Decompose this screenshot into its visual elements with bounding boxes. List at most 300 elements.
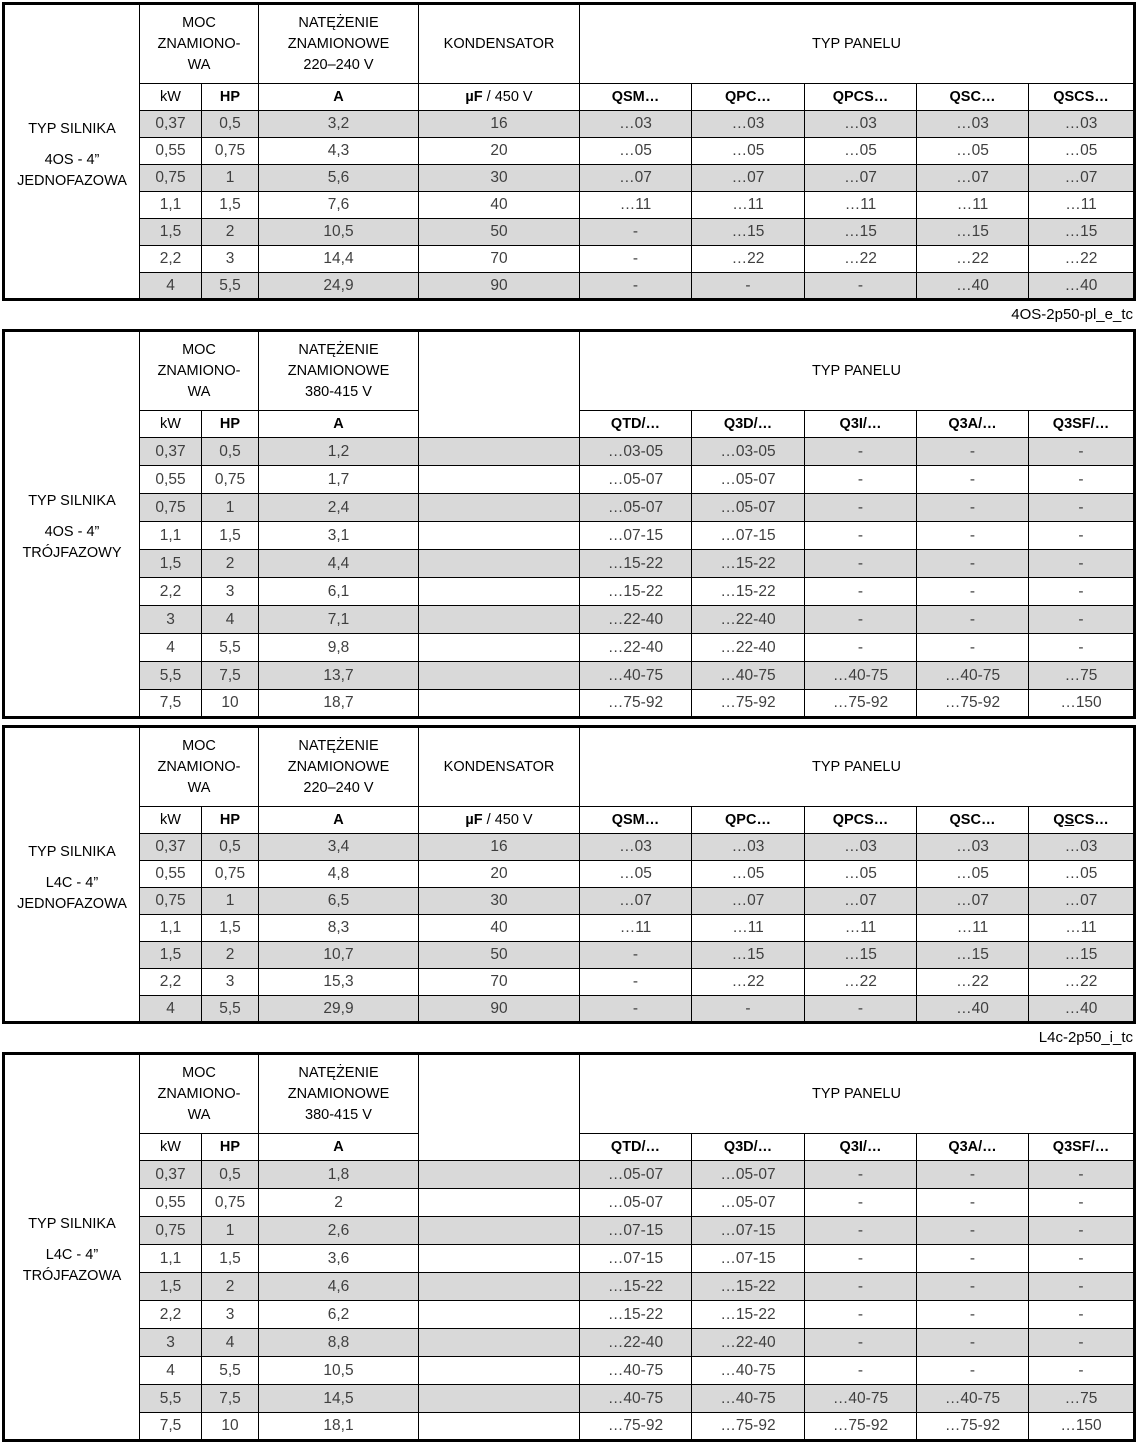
table-row (4, 662, 1135, 690)
cell-panel-1: …05-07 (692, 1161, 805, 1189)
cell-capacitor (419, 1245, 580, 1273)
cell-amp: 4,3 (259, 138, 419, 165)
rated-current-header (259, 727, 419, 807)
cell-capacitor: 70 (419, 246, 580, 273)
cell-amp: 29,9 (259, 996, 419, 1023)
panel-name-part: Q (1053, 812, 1065, 828)
cell-panel-1: …03-05 (692, 438, 805, 466)
panel-column-header-1: QPC… (692, 807, 805, 834)
motor-type-cell (4, 4, 140, 300)
table-row (4, 915, 1135, 942)
cell-panel-4: - (1029, 1357, 1135, 1385)
panel-column-header-2: Q3I/… (805, 1134, 917, 1161)
cell-hp: 4 (202, 1329, 259, 1357)
rated-power-header-line: ZNAMIONO- (157, 758, 241, 775)
panel-name-part: CS… (1074, 812, 1109, 828)
cell-capacitor: 40 (419, 192, 580, 219)
cell-panel-0: …03 (580, 111, 692, 138)
cell-kw: 1,5 (140, 942, 202, 969)
cell-panel-0: …05-07 (580, 1189, 692, 1217)
cell-panel-1: …15-22 (692, 1301, 805, 1329)
cell-panel-3: - (917, 438, 1029, 466)
cell-capacitor (419, 1161, 580, 1189)
rated-power-header-line: MOC (182, 341, 216, 358)
cell-hp: 0,75 (202, 861, 259, 888)
rated-power-header (140, 331, 259, 411)
cell-kw: 0,55 (140, 466, 202, 494)
cell-amp: 7,6 (259, 192, 419, 219)
cell-panel-0: …40-75 (580, 1357, 692, 1385)
cell-panel-0: …22-40 (580, 634, 692, 662)
cell-hp: 3 (202, 969, 259, 996)
cell-kw: 7,5 (140, 690, 202, 718)
cell-capacitor (419, 1413, 580, 1441)
cell-amp: 24,9 (259, 273, 419, 300)
cell-amp: 4,6 (259, 1273, 419, 1301)
rated-power-header-line: WA (187, 1106, 211, 1123)
cell-panel-2: - (805, 634, 917, 662)
panel-type-header: TYP PANELU (580, 727, 1135, 807)
cell-panel-3: - (917, 522, 1029, 550)
cell-panel-2: …05 (805, 138, 917, 165)
cell-capacitor (419, 690, 580, 718)
spec-table-4os-three-phase (2, 329, 1136, 719)
cell-panel-1: - (692, 996, 805, 1023)
cell-amp: 6,2 (259, 1301, 419, 1329)
cell-hp: 0,75 (202, 1189, 259, 1217)
cell-panel-1: …05-07 (692, 466, 805, 494)
cell-hp: 2 (202, 219, 259, 246)
cell-panel-3: - (917, 1273, 1029, 1301)
cell-panel-4: …150 (1029, 1413, 1135, 1441)
capacitor-header-line: KONDENSATOR (443, 35, 555, 52)
motor-phase: TRÓJFAZOWA (22, 1268, 122, 1284)
cell-hp: 1 (202, 1217, 259, 1245)
cell-amp: 10,5 (259, 1357, 419, 1385)
cell-panel-1: …15-22 (692, 550, 805, 578)
cell-panel-2: - (805, 1357, 917, 1385)
cell-panel-4: - (1029, 522, 1135, 550)
cell-hp: 7,5 (202, 662, 259, 690)
cell-amp: 14,5 (259, 1385, 419, 1413)
motor-phase: TRÓJFAZOWY (22, 545, 122, 561)
cell-hp: 1,5 (202, 915, 259, 942)
cell-amp: 5,6 (259, 165, 419, 192)
rated-current-header-line: ZNAMIONOWE (287, 35, 390, 52)
cell-kw: 4 (140, 1357, 202, 1385)
rated-current-header (259, 4, 419, 84)
rated-current-header-line: 380-415 V (305, 1106, 372, 1123)
cell-panel-1: …40-75 (692, 1385, 805, 1413)
cell-panel-0: …75-92 (580, 1413, 692, 1441)
cell-capacitor (419, 1329, 580, 1357)
rated-power-header-line: WA (187, 56, 211, 73)
cell-amp: 6,1 (259, 578, 419, 606)
cell-amp: 3,6 (259, 1245, 419, 1273)
cell-amp: 10,5 (259, 219, 419, 246)
table-row (4, 690, 1135, 718)
capacitor-header-line: KONDENSATOR (443, 758, 555, 775)
cell-panel-0: …11 (580, 192, 692, 219)
table-row (4, 969, 1135, 996)
cell-hp: 0,75 (202, 466, 259, 494)
cell-panel-4: - (1029, 1189, 1135, 1217)
rated-power-header (140, 4, 259, 84)
cell-panel-1: …40-75 (692, 662, 805, 690)
cell-panel-2: …22 (805, 969, 917, 996)
motor-phase: JEDNOFAZOWA (17, 895, 127, 912)
panel-column-header-3: QSC… (917, 807, 1029, 834)
unit-capacitor-voltage: / 450 V (482, 89, 533, 105)
cell-kw: 0,75 (140, 494, 202, 522)
cell-panel-0: …40-75 (580, 1385, 692, 1413)
cell-kw: 2,2 (140, 578, 202, 606)
cell-panel-2: - (805, 438, 917, 466)
cell-kw: 0,37 (140, 111, 202, 138)
table-row (4, 1357, 1135, 1385)
cell-panel-2: - (805, 1245, 917, 1273)
cell-panel-4: …07 (1029, 165, 1135, 192)
cell-panel-2: …11 (805, 192, 917, 219)
table-row (4, 942, 1135, 969)
table-row (4, 466, 1135, 494)
unit-kw: kW (140, 84, 202, 111)
cell-hp: 1,5 (202, 192, 259, 219)
cell-hp: 2 (202, 1273, 259, 1301)
cell-capacitor (419, 494, 580, 522)
cell-panel-0: …15-22 (580, 578, 692, 606)
cell-panel-0: …05 (580, 861, 692, 888)
unit-capacitor-voltage: / 450 V (482, 812, 533, 828)
cell-panel-3: - (917, 1161, 1029, 1189)
cell-hp: 3 (202, 246, 259, 273)
unit-amp: A (259, 411, 419, 438)
unit-amp: A (259, 84, 419, 111)
cell-panel-1: …22-40 (692, 634, 805, 662)
cell-capacitor (419, 550, 580, 578)
spec-table-4os-single-phase (2, 2, 1136, 301)
cell-amp: 1,2 (259, 438, 419, 466)
table-row (4, 1301, 1135, 1329)
panel-column-header-0: QTD/… (580, 1134, 692, 1161)
rated-power-header-line: ZNAMIONO- (157, 1085, 241, 1102)
cell-panel-2: - (805, 466, 917, 494)
cell-panel-4: - (1029, 1245, 1135, 1273)
table-row (4, 1273, 1135, 1301)
unit-kw: kW (140, 807, 202, 834)
cell-amp: 2 (259, 1189, 419, 1217)
cell-panel-1: - (692, 273, 805, 300)
cell-kw: 1,5 (140, 1273, 202, 1301)
cell-panel-1: …07 (692, 165, 805, 192)
cell-panel-0: …07 (580, 888, 692, 915)
cell-panel-2: …15 (805, 942, 917, 969)
cell-panel-1: …07 (692, 888, 805, 915)
cell-panel-4: - (1029, 438, 1135, 466)
table-row (4, 1385, 1135, 1413)
rated-power-header-line: WA (187, 383, 211, 400)
cell-capacitor: 50 (419, 942, 580, 969)
cell-panel-0: …07-15 (580, 522, 692, 550)
table-row (4, 522, 1135, 550)
cell-panel-3: …15 (917, 219, 1029, 246)
cell-capacitor (419, 606, 580, 634)
cell-kw: 0,75 (140, 165, 202, 192)
panel-column-header-3: Q3A/… (917, 1134, 1029, 1161)
cell-panel-2: - (805, 522, 917, 550)
cell-panel-1: …75-92 (692, 690, 805, 718)
cell-panel-4: - (1029, 466, 1135, 494)
cell-kw: 3 (140, 606, 202, 634)
cell-panel-2: …40-75 (805, 662, 917, 690)
motor-type-label: TYP SILNIKA (28, 120, 116, 137)
table-caption-4os: 4OS-2p50-pl_e_tc (1011, 306, 1133, 323)
motor-type-cell (4, 727, 140, 1023)
table-slot-4os-three (2, 329, 1142, 719)
cell-panel-0: …07-15 (580, 1217, 692, 1245)
unit-capacitor (419, 807, 580, 834)
cell-panel-3: …22 (917, 246, 1029, 273)
cell-panel-3: …40-75 (917, 662, 1029, 690)
table-row (4, 1161, 1135, 1189)
cell-panel-0: …03 (580, 834, 692, 861)
cell-panel-0: …11 (580, 915, 692, 942)
cell-hp: 0,75 (202, 138, 259, 165)
cell-panel-4: …22 (1029, 246, 1135, 273)
cell-panel-4: - (1029, 578, 1135, 606)
cell-panel-2: …07 (805, 888, 917, 915)
unit-kw: kW (140, 1134, 202, 1161)
cell-panel-2: …40-75 (805, 1385, 917, 1413)
cell-panel-2: …03 (805, 111, 917, 138)
cell-panel-2: …07 (805, 165, 917, 192)
table-row (4, 1413, 1135, 1441)
cell-panel-2: - (805, 494, 917, 522)
panel-column-header-4 (1029, 807, 1135, 834)
cell-panel-2: - (805, 1273, 917, 1301)
table-row (4, 634, 1135, 662)
cell-panel-0: …15-22 (580, 550, 692, 578)
table-row (4, 111, 1135, 138)
cell-panel-3: …75-92 (917, 690, 1029, 718)
cell-kw: 7,5 (140, 1413, 202, 1441)
table-row (4, 494, 1135, 522)
cell-panel-3: - (917, 1189, 1029, 1217)
cell-amp: 3,4 (259, 834, 419, 861)
cell-panel-3: …03 (917, 834, 1029, 861)
cell-panel-3: …05 (917, 861, 1029, 888)
cell-kw: 1,1 (140, 192, 202, 219)
rated-current-header-line: NATĘŻENIE (298, 341, 379, 358)
cell-panel-1: …75-92 (692, 1413, 805, 1441)
cell-hp: 5,5 (202, 273, 259, 300)
cell-panel-0: - (580, 942, 692, 969)
motor-type-cell (4, 331, 140, 718)
cell-amp: 9,8 (259, 634, 419, 662)
cell-panel-3: - (917, 606, 1029, 634)
motor-phase: JEDNOFAZOWA (17, 172, 127, 189)
cell-panel-1: …15 (692, 942, 805, 969)
cell-panel-2: …05 (805, 861, 917, 888)
cell-panel-3: - (917, 578, 1029, 606)
cell-panel-2: …75-92 (805, 690, 917, 718)
cell-panel-1: …03 (692, 834, 805, 861)
unit-capacitor-uf: µF (465, 89, 483, 105)
cell-panel-0: …75-92 (580, 690, 692, 718)
cell-panel-3: …40 (917, 996, 1029, 1023)
rated-power-header-line: MOC (182, 1064, 216, 1081)
rated-current-header-line: 220–240 V (303, 56, 374, 73)
panel-column-header-4: QSCS… (1029, 84, 1135, 111)
cell-amp: 2,4 (259, 494, 419, 522)
rated-power-header (140, 727, 259, 807)
table-row (4, 1245, 1135, 1273)
cell-capacitor (419, 1301, 580, 1329)
cell-panel-2: - (805, 1301, 917, 1329)
cell-capacitor: 16 (419, 834, 580, 861)
cell-kw: 0,55 (140, 861, 202, 888)
cell-amp: 14,4 (259, 246, 419, 273)
table-row (4, 438, 1135, 466)
motor-model: 4OS - 4” (44, 151, 100, 168)
panel-type-header: TYP PANELU (580, 4, 1135, 84)
cell-panel-2: - (805, 996, 917, 1023)
cell-panel-2: …11 (805, 915, 917, 942)
cell-panel-0: …05-07 (580, 494, 692, 522)
cell-capacitor: 30 (419, 888, 580, 915)
cell-capacitor: 90 (419, 996, 580, 1023)
rated-current-header-line: NATĘŻENIE (298, 14, 379, 31)
table-slot-4os-single (2, 2, 1142, 301)
cell-panel-2: …22 (805, 246, 917, 273)
rated-current-header (259, 1054, 419, 1134)
table-row (4, 578, 1135, 606)
cell-panel-4: - (1029, 494, 1135, 522)
cell-capacitor (419, 1189, 580, 1217)
cell-kw: 4 (140, 634, 202, 662)
cell-kw: 0,37 (140, 1161, 202, 1189)
cell-panel-1: …11 (692, 915, 805, 942)
panel-column-header-1: Q3D/… (692, 411, 805, 438)
cell-hp: 2 (202, 550, 259, 578)
unit-hp: HP (202, 807, 259, 834)
cell-panel-0: - (580, 273, 692, 300)
capacitor-header (419, 727, 580, 807)
cell-panel-1: …07-15 (692, 1245, 805, 1273)
table-row (4, 1217, 1135, 1245)
cell-capacitor: 20 (419, 138, 580, 165)
cell-hp: 3 (202, 578, 259, 606)
cell-panel-3: …40 (917, 273, 1029, 300)
cell-panel-4: - (1029, 606, 1135, 634)
cell-hp: 1,5 (202, 522, 259, 550)
cell-panel-2: - (805, 550, 917, 578)
cell-panel-4: - (1029, 1161, 1135, 1189)
spec-table-l4c-single-phase (2, 725, 1136, 1024)
cell-panel-1: …07-15 (692, 522, 805, 550)
panel-column-header-4: Q3SF/… (1029, 411, 1135, 438)
cell-panel-1: …11 (692, 192, 805, 219)
panel-column-header-0: QTD/… (580, 411, 692, 438)
cell-panel-4: …75 (1029, 1385, 1135, 1413)
cell-panel-4: - (1029, 550, 1135, 578)
table-row (4, 996, 1135, 1023)
rated-current-header (259, 331, 419, 411)
cell-amp: 8,3 (259, 915, 419, 942)
motor-model: 4OS - 4” (44, 524, 100, 540)
cell-panel-3: - (917, 494, 1029, 522)
cell-hp: 3 (202, 1301, 259, 1329)
rated-current-header-line: NATĘŻENIE (298, 737, 379, 754)
cell-panel-4: …40 (1029, 996, 1135, 1023)
cell-panel-4: …150 (1029, 690, 1135, 718)
panel-column-header-0: QSM… (580, 807, 692, 834)
cell-panel-1: …40-75 (692, 1357, 805, 1385)
cell-capacitor (419, 522, 580, 550)
cell-panel-4: …11 (1029, 192, 1135, 219)
cell-hp: 7,5 (202, 1385, 259, 1413)
cell-panel-2: - (805, 606, 917, 634)
cell-panel-0: - (580, 246, 692, 273)
table-row (4, 861, 1135, 888)
table-slot-l4c-single (2, 725, 1142, 1024)
cell-kw: 1,1 (140, 1245, 202, 1273)
table-row (4, 1189, 1135, 1217)
table-caption-l4c: L4c-2p50_i_tc (1038, 1029, 1133, 1046)
rated-current-header-line: ZNAMIONOWE (287, 758, 390, 775)
panel-column-header-2: Q3I/… (805, 411, 917, 438)
rated-current-header-line: NATĘŻENIE (298, 1064, 379, 1081)
cell-panel-2: - (805, 1189, 917, 1217)
cell-capacitor: 40 (419, 915, 580, 942)
cell-kw: 0,37 (140, 438, 202, 466)
cell-kw: 0,55 (140, 1189, 202, 1217)
cell-hp: 1 (202, 165, 259, 192)
cell-kw: 1,5 (140, 219, 202, 246)
empty-column-header (419, 331, 580, 438)
rated-power-header-line: MOC (182, 737, 216, 754)
panel-type-header: TYP PANELU (580, 1054, 1135, 1134)
rated-current-header-line: 380-415 V (305, 383, 372, 400)
cell-panel-1: …07-15 (692, 1217, 805, 1245)
cell-panel-3: - (917, 466, 1029, 494)
table-row (4, 606, 1135, 634)
cell-panel-1: …15-22 (692, 1273, 805, 1301)
cell-panel-2: - (805, 1329, 917, 1357)
motor-model: L4C - 4” (45, 874, 99, 891)
cell-hp: 1 (202, 888, 259, 915)
cell-hp: 5,5 (202, 1357, 259, 1385)
panel-column-header-3: QSC… (917, 84, 1029, 111)
cell-hp: 0,5 (202, 834, 259, 861)
panel-column-header-2: QPCS… (805, 807, 917, 834)
cell-panel-0: …05-07 (580, 466, 692, 494)
cell-amp: 13,7 (259, 662, 419, 690)
cell-hp: 5,5 (202, 634, 259, 662)
panel-column-header-0: QSM… (580, 84, 692, 111)
cell-kw: 1,1 (140, 522, 202, 550)
cell-capacitor (419, 1385, 580, 1413)
cell-panel-0: …05 (580, 138, 692, 165)
cell-kw: 5,5 (140, 662, 202, 690)
cell-kw: 4 (140, 996, 202, 1023)
cell-kw: 2,2 (140, 969, 202, 996)
unit-amp: A (259, 807, 419, 834)
cell-kw: 1,1 (140, 915, 202, 942)
unit-hp: HP (202, 1134, 259, 1161)
cell-kw: 0,75 (140, 1217, 202, 1245)
unit-amp: A (259, 1134, 419, 1161)
